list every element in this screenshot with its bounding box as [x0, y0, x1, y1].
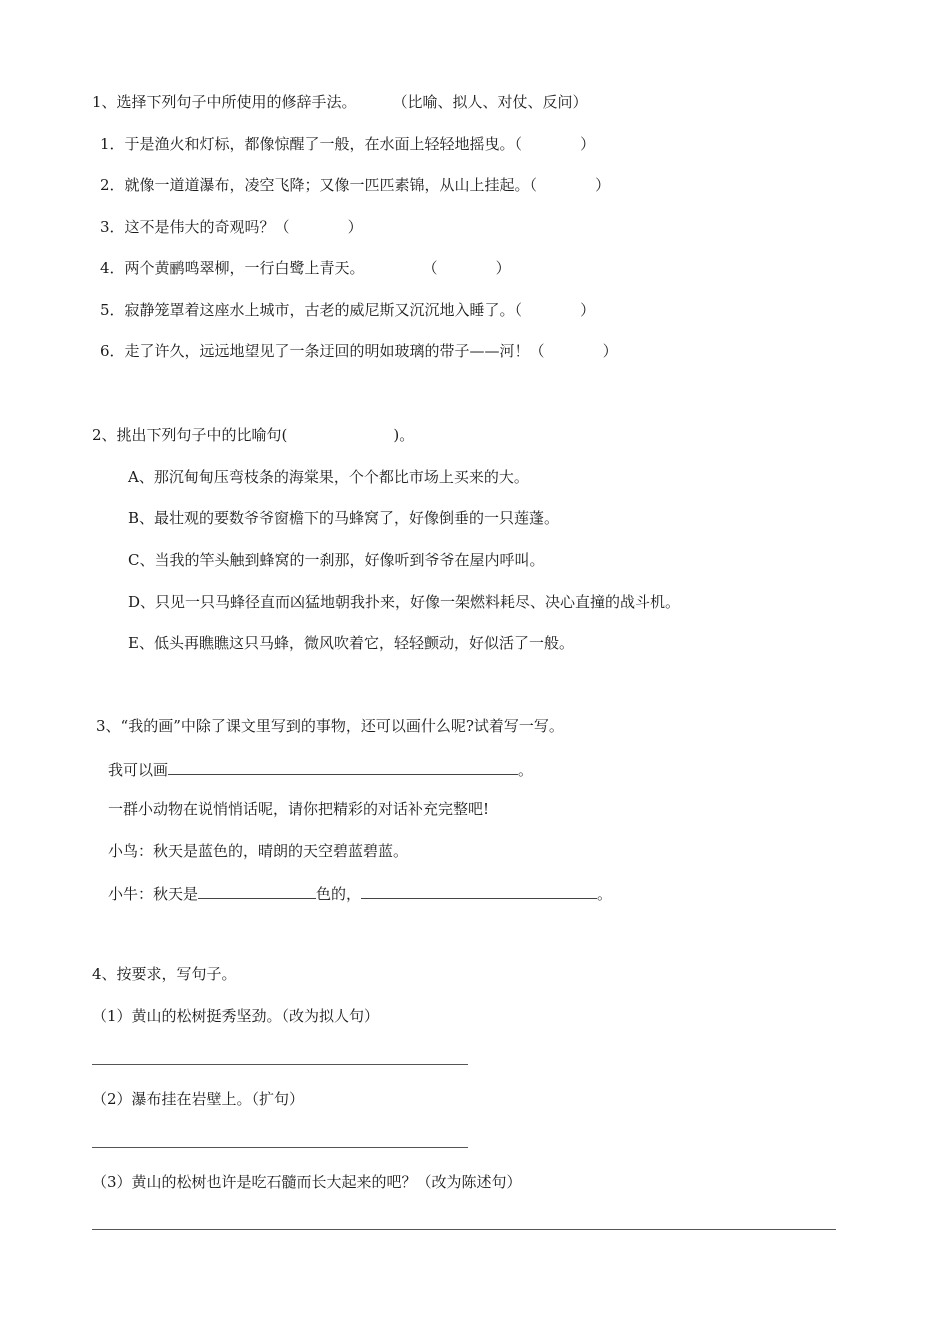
q1-item-text: 1．于是渔火和灯标，都像惊醒了一般，在水面上轻轻地摇曳。	[100, 135, 515, 153]
q1-title-line	[92, 92, 588, 112]
q3-draw-line	[108, 758, 533, 780]
answer-paren-close: ）	[495, 259, 511, 277]
q1-options: （比喻、拟人、对仗、反问）	[392, 93, 588, 111]
q4-item-1: （1）黄山的松树挺秀坚劲。（改为拟人句）	[92, 1007, 380, 1025]
answer-paren-open: （	[529, 342, 545, 360]
q1-item-text: 2．就像一道道瀑布，凌空飞降；又像一匹匹素锦，从山上挂起。	[100, 176, 530, 194]
q3-draw-period: 。	[518, 761, 534, 779]
answer-paren-close: ）	[580, 135, 596, 153]
q2-title-line	[92, 425, 414, 445]
answer-paren-open: （	[529, 176, 538, 194]
q1-item-text: 5．寂静笼罩着这座水上城市，古老的威尼斯又沉沉地入睡了。	[100, 301, 515, 319]
q3-cow-mid: 色的，	[316, 885, 362, 903]
q1-item-6	[100, 341, 618, 361]
q1-item-text: 6．走了许久，远远地望见了一条迂回的明如玻璃的带子——河！	[100, 342, 530, 360]
q4-answer-line-2[interactable]	[92, 1147, 468, 1148]
answer-paren-close: ）	[347, 218, 363, 236]
q3-title: 3、“我的画”中除了课文里写到的事物，还可以画什么呢?试着写一写。	[96, 717, 564, 735]
q4-item-3: （3）黄山的松树也许是吃石髓而长大起来的吧？（改为陈述句）	[92, 1173, 522, 1191]
q3-cow-line	[108, 882, 612, 904]
q2-option-d: D、只见一只马蜂径直而凶猛地朝我扑来，好像一架燃料耗尽、决心直撞的战斗机。	[128, 593, 681, 611]
answer-paren-open: （	[514, 135, 523, 153]
q3-draw-prefix: 我可以画	[108, 761, 169, 779]
q2-option-b: B、最壮观的要数爷爷窗檐下的马蜂窝了，好像倒垂的一只莲蓬。	[128, 509, 560, 527]
q3-cow-end: 。	[597, 885, 613, 903]
q2-option-c: C、当我的竿头触到蜂窝的一刹那，好像听到爷爷在屋内呼叫。	[128, 551, 545, 569]
q1-item-5	[100, 300, 595, 320]
q2-title-end: )。	[393, 426, 415, 444]
q3-color-blank[interactable]	[198, 882, 316, 899]
q1-title: 1、选择下列句子中所使用的修辞手法。	[92, 93, 357, 111]
q2-option-e: E、低头再瞧瞧这只马蜂，微风吹着它，轻轻颤动，好似活了一般。	[128, 634, 574, 652]
q1-item-2	[100, 175, 610, 195]
q3-bird-line: 小鸟：秋天是蓝色的，晴朗的天空碧蓝碧蓝。	[108, 842, 409, 860]
q2-title-start: 2、挑出下列句子中的比喻句(	[92, 426, 288, 444]
q4-answer-line-1[interactable]	[92, 1064, 468, 1065]
answer-paren-open: （	[422, 259, 438, 277]
answer-paren-close: ）	[602, 342, 618, 360]
q4-answer-line-3[interactable]	[92, 1229, 836, 1230]
q1-item-4	[100, 258, 511, 278]
q1-item-3	[100, 217, 363, 237]
q3-dialog-intro: 一群小动物在说悄悄话呢，请你把精彩的对话补充完整吧!	[108, 800, 490, 818]
q3-description-blank[interactable]	[361, 882, 597, 899]
q1-item-1	[100, 134, 595, 154]
answer-paren-close: ）	[595, 176, 611, 194]
q2-option-a: A、那沉甸甸压弯枝条的海棠果，个个都比市场上买来的大。	[128, 468, 529, 486]
q1-item-text: 4．两个黄鹂鸣翠柳，一行白鹭上青天。	[100, 259, 365, 277]
answer-paren-open: （	[514, 301, 523, 319]
q4-title: 4、按要求，写句子。	[92, 965, 237, 983]
answer-paren-close: ）	[580, 301, 596, 319]
q3-cow-prefix: 小牛：秋天是	[108, 885, 199, 903]
q4-item-2: （2）瀑布挂在岩壁上。（扩句）	[92, 1090, 305, 1108]
q1-item-text: 3．这不是伟大的奇观吗？	[100, 218, 275, 236]
q3-draw-blank[interactable]	[168, 758, 518, 775]
answer-paren-open: （	[274, 218, 290, 236]
